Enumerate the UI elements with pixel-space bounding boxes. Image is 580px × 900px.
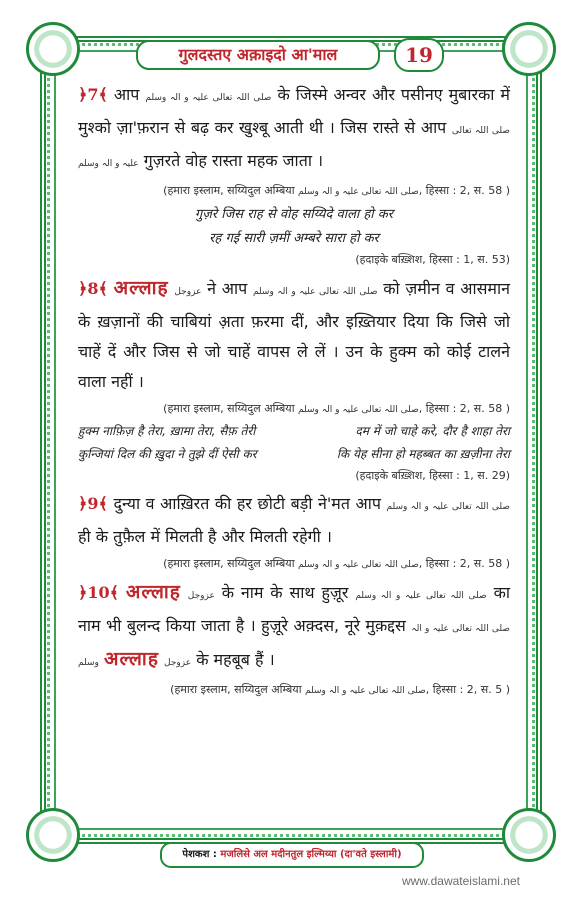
verse-line: गुज़रे जिस राह से वोह सय्यिदे वाला हो कर	[194, 207, 394, 222]
reference: (हमारा इस्लाम, सय्यिदुल अम्बिया صلی اللہ تعالی علیہ و الہ وسلم, हिस्सा : 2, स. 58 )	[163, 184, 510, 197]
item-number: ﴿9﴾	[78, 494, 108, 513]
corner-ornament	[26, 808, 80, 862]
verse-couplet: हुक्म नाफ़िज़ है तेरा, ख़ामा तेरा, सैफ़ तेरी दम में जो चाहे करे, दौर है शाहा तेरा	[78, 424, 510, 438]
allah-word: अल्लाह	[113, 277, 169, 299]
corner-ornament	[502, 808, 556, 862]
verse-couplet: कुन्जियां दिल की ख़ुदा ने तुझे दीं ऐसी कर कि येह सीना हो महब्बत का ख़ज़ीना तेरा	[78, 447, 510, 461]
reference: (हमारा इस्लाम, सय्यिदुल अम्बिया صلی اللہ تعالی علیہ و الہ وسلم, हिस्सा : 2, स. 58 )	[163, 557, 510, 570]
reference: (हदाइके बख़्शिश, हिस्सा : 1, स. 29)	[355, 469, 510, 482]
item-number: ﴿7﴾	[78, 85, 108, 104]
paragraph-7: ﴿7﴾ आप صلی اللہ تعالی علیہ و الہ وسلم के जिस्मे अन्वर और पसीनए मुबारका में मुश्को ज़ा'फ़रान से बढ़ कर खुश्बू आती थी । जिस रास्ते से आप صلی اللہ تعالی علیہ و الہ وسلم गुज़रते वोह रास्ता महक जाता ।	[78, 85, 510, 170]
corner-ornament	[502, 22, 556, 76]
paragraph-9: ﴿9﴾ दुन्या व आख़िरत की हर छोटी बड़ी ने'मत आप صلی اللہ تعالی علیہ و الہ وسلم ही के तुफ़ैल में मिलती है और मिलती रहेगी ।	[78, 494, 510, 546]
honorific: صلی اللہ تعالی علیہ و الہ وسلم	[252, 287, 378, 297]
honorific: صلی اللہ تعالی علیہ و الہ وسلم	[78, 624, 510, 668]
paragraph-10: ﴿10﴾ अल्लाह عزوجل के नाम के साथ हुज़ूर صلی اللہ تعالی علیہ و الہ وسلم का नाम भी बुलन्द किया जाता है । हुज़ूरे अक़्दस, नूरे मुक़द्दस صلی اللہ تعالی علیہ و الہ وسلم अल्लाह عزوجل के महबूब हैं ।	[78, 581, 510, 670]
page-number: 19	[394, 38, 444, 72]
honorific: صلی اللہ تعالی علیہ و الہ وسلم	[355, 591, 487, 601]
corner-ornament	[26, 22, 80, 76]
item-number: ﴿8﴾	[78, 279, 108, 298]
allah-word: अल्लाह	[125, 581, 181, 603]
footer-credit: पेशकश : मजलिसे अल मदीनतुल इल्मिय्या (दा'वते इस्लामी)	[160, 842, 424, 868]
website-url[interactable]: www.dawateislami.net	[401, 874, 520, 888]
item-number: ﴿10﴾	[78, 583, 120, 602]
reference: (हदाइके बख़्शिश, हिस्सा : 1, स. 53)	[355, 253, 510, 266]
verse-line: रह गई सारी ज़मीं अम्बरे सारा हो कर	[209, 231, 379, 246]
honorific: صلی اللہ تعالی علیہ و الہ وسلم	[386, 502, 510, 512]
reference: (हमारा इस्लाम, सय्यिदुल अम्बिया صلی اللہ تعالی علیہ و الہ وسلم, हिस्सा : 2, स. 5 )	[170, 683, 510, 696]
book-title: गुलदस्तए अक़ाइदो आ'माल	[136, 40, 380, 70]
honorific: صلی اللہ تعالی علیہ و الہ وسلم	[78, 126, 510, 169]
page-content	[78, 80, 510, 703]
paragraph-8: ﴿8﴾ अल्लाह عزوجل ने आप صلی اللہ تعالی علیہ و الہ وسلم को ज़मीन व आसमान के ख़ज़ानों की चाबियां अ़ता फ़रमा दीं, और इख़्तियार दिया कि जिसे जो चाहें दें और जिस से जो चाहें वापस ले लें । उन के हुक्म को कोई टालने वाला नहीं ।	[78, 277, 510, 391]
honorific: صلی اللہ تعالی علیہ و الہ وسلم	[145, 93, 272, 103]
reference: (हमारा इस्लाम, सय्यिदुल अम्बिया صلی اللہ تعالی علیہ و الہ وسلم, हिस्सा : 2, स. 58 )	[163, 402, 510, 415]
allah-word: अल्लाह	[103, 648, 159, 670]
